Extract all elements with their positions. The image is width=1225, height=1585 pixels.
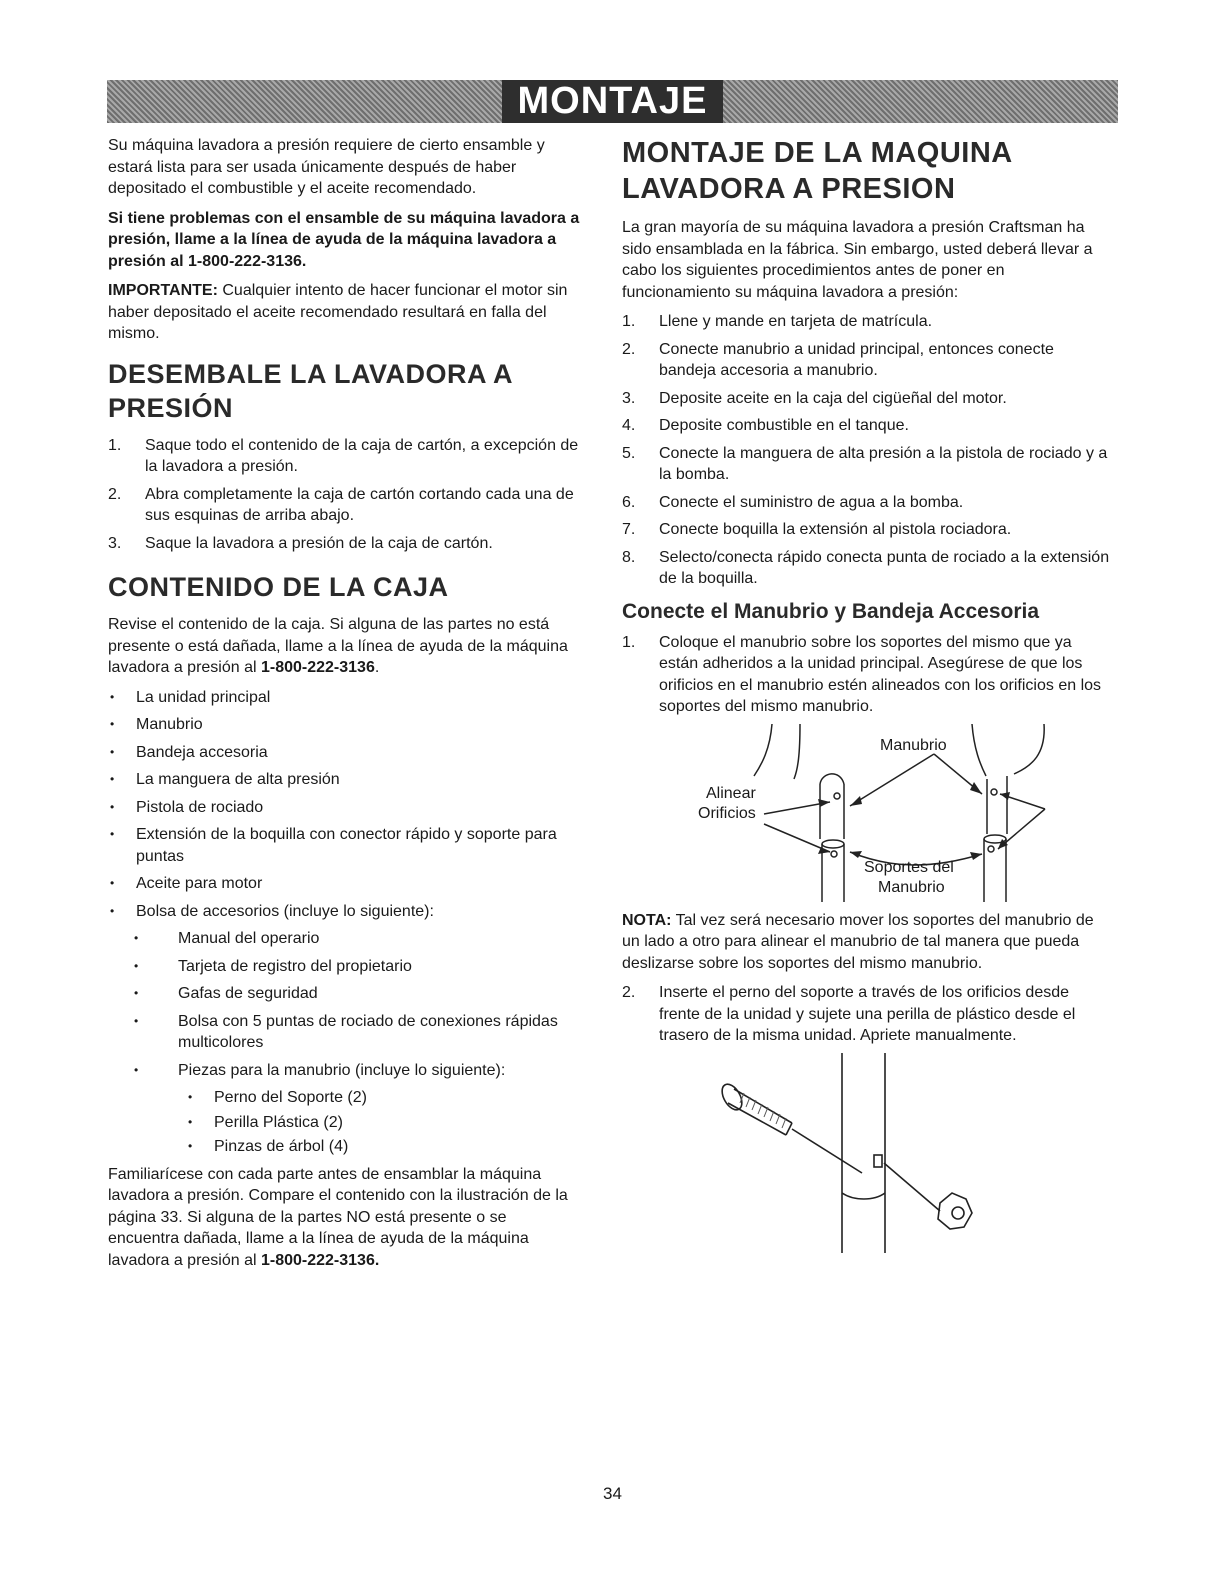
list-item: • Piezas para la manubrio (incluye lo siguiente): (108, 1060, 580, 1082)
contents-heading: CONTENIDO DE LA CAJA (108, 572, 449, 602)
list-item: • La manguera de alta presión (108, 769, 580, 791)
handle-parts-list (108, 1087, 580, 1158)
list-item: 2. Inserte el perno del soporte a través de los orificios desde frente de la unidad y sujete una perilla de plástico desde el trasero de la misma unidad. Apriete manualmente. (622, 984, 1076, 1044)
bolt-knob-figure (622, 1053, 1112, 1258)
list-item: • Bolsa con 5 puntas de rociado de conexiones rápidas multicolores (108, 1011, 580, 1054)
list-item: 1. Saque todo el contenido de la caja de cartón, a excepción de la lavadora a presión. (108, 436, 579, 475)
list-item: • La unidad principal (108, 687, 580, 709)
help-phone: 1-800-222-3136 (260, 659, 375, 676)
list-item: • Extensión de la boquilla con conector rápido y soporte para puntas (108, 824, 580, 867)
important-text: Cualquier intento de hacer funcionar el motor sin haber depositado el aceite recomendado resultará en falla del mismo. (108, 282, 568, 342)
note-label: NOTA: (622, 911, 672, 929)
bolt-knob-illustration (622, 1053, 1112, 1258)
list-item: • Bandeja accesoria (108, 742, 580, 764)
contents-intro: Revise el contenido de la caja. Si alguna de las partes no está presente o está dañada, llame a la línea de ayuda de la máquina lavadora a presión al 1-800-222-3136. (108, 616, 568, 676)
connect-steps (622, 632, 1112, 718)
list-item: • Gafas de seguridad (108, 983, 580, 1005)
left-column (108, 135, 580, 1279)
list-item: 2. Conecte manubrio a unidad principal, entonces conecte bandeja accesoria a manubrio. (622, 340, 1054, 379)
list-item: • Manual del operario (108, 928, 580, 950)
help-phone: 1-800-222-3136. (260, 1251, 380, 1269)
list-item: 2. Abra completamente la caja de cartón cortando cada una de sus esquinas de arriba abajo. (108, 485, 574, 524)
list-item: 4. Deposite combustible en el tanque. (622, 417, 909, 434)
list-item: • Manubrio (108, 714, 580, 736)
figure-label-holes: Orificios (698, 804, 756, 822)
list-item: • Perilla Plástica (2) (108, 1112, 580, 1134)
unpack-heading: DESEMBALE LA LAVADORA A PRESIÓN (108, 358, 512, 423)
list-item: 6. Conecte el suministro de agua a la bomba. (622, 493, 964, 511)
connect-steps-2 (622, 982, 1112, 1047)
figure-label-supports-handle: Manubrio (878, 878, 945, 896)
handle-alignment-figure (622, 724, 1112, 904)
section-banner (107, 80, 1118, 123)
list-item: 7. Conecte boquilla la extensión al pistola rociadora. (622, 521, 1012, 538)
figure-label-supports: Soportes del (864, 858, 954, 876)
assembly-intro: La gran mayoría de su máquina lavadora a presión Craftsman ha sido ensamblada en la fábrica. Sin embargo, usted deberá llevar a cabo los siguientes procedimientos antes de poner en funcionamiento su máquina lavadora a presión: (622, 219, 1093, 301)
list-item: • Bolsa de accesorios (incluye lo siguiente): (108, 901, 580, 923)
list-item: 8. Selecto/conecta rápido conecta punta de rociado a la extensión de la boquilla. (622, 548, 1110, 587)
familiarize-paragraph: Familiarícese con cada parte antes de ensamblar la máquina lavadora a presión. Compare el contenido con la ilustración de la página 33. Si alguna de la partes NO está presente o se encuentra dañada, llame a la línea de ayuda de la máquina lavadora a presión al 1-800-222-3136. (108, 1165, 568, 1269)
section-title: MONTAJE (502, 80, 724, 123)
list-item: 3. Saque la lavadora a presión de la caja de cartón. (108, 534, 493, 552)
list-item: • Perno del Soporte (2) (108, 1087, 580, 1109)
contents-list (108, 687, 580, 923)
assembly-steps (622, 311, 1112, 590)
important-paragraph (108, 280, 580, 345)
list-item: 3. Deposite aceite en la caja del cigüeñal del motor. (622, 389, 1007, 407)
page-number: 34 (603, 1484, 622, 1503)
help-line-paragraph: Si tiene problemas con el ensamble de su máquina lavadora a presión, llame a la línea de ayuda de la máquina lavadora a presión al 1-800-222-3136. (108, 209, 580, 270)
assembly-heading: MONTAJE DE LA MAQUINA LAVADORA A PRESION (622, 137, 1012, 205)
note-paragraph: NOTA: Tal vez será necesario mover los soportes del manubrio de un lado a otro para alinear el manubrio de tal manera que pueda deslizarse sobre los soportes del mismo manubrio. (622, 911, 1094, 972)
connect-heading: Conecte el Manubrio y Bandeja Accesoria (622, 599, 1040, 623)
list-item: 1. Coloque el manubrio sobre los soportes del mismo que ya están adheridos a la unidad principal. Asegúrese de que los orificios en el manubrio estén alineados con los orificios en los soportes del mismo manubrio. (622, 633, 1102, 715)
list-item: 5. Conecte la manguera de alta presión a la pistola de rociado y a la bomba. (622, 444, 1108, 483)
unpack-steps (108, 435, 580, 555)
figure-label-handle: Manubrio (880, 736, 947, 754)
list-item: 1. Llene y mande en tarjeta de matrícula. (622, 313, 933, 330)
intro-paragraph: Su máquina lavadora a presión requiere de cierto ensamble y estará lista para ser usada únicamente después de haber depositado el combustible y el aceite recomendado. (108, 137, 545, 197)
list-item: • Pinzas de árbol (4) (108, 1136, 580, 1158)
right-column (622, 135, 1112, 1264)
list-item: • Aceite para motor (108, 873, 580, 895)
list-item: • Pistola de rociado (108, 797, 580, 819)
accessory-bag-list (108, 928, 580, 1081)
list-item: • Tarjeta de registro del propietario (108, 956, 580, 978)
important-label: IMPORTANTE: (108, 282, 218, 299)
figure-label-align: Alinear (706, 784, 756, 802)
